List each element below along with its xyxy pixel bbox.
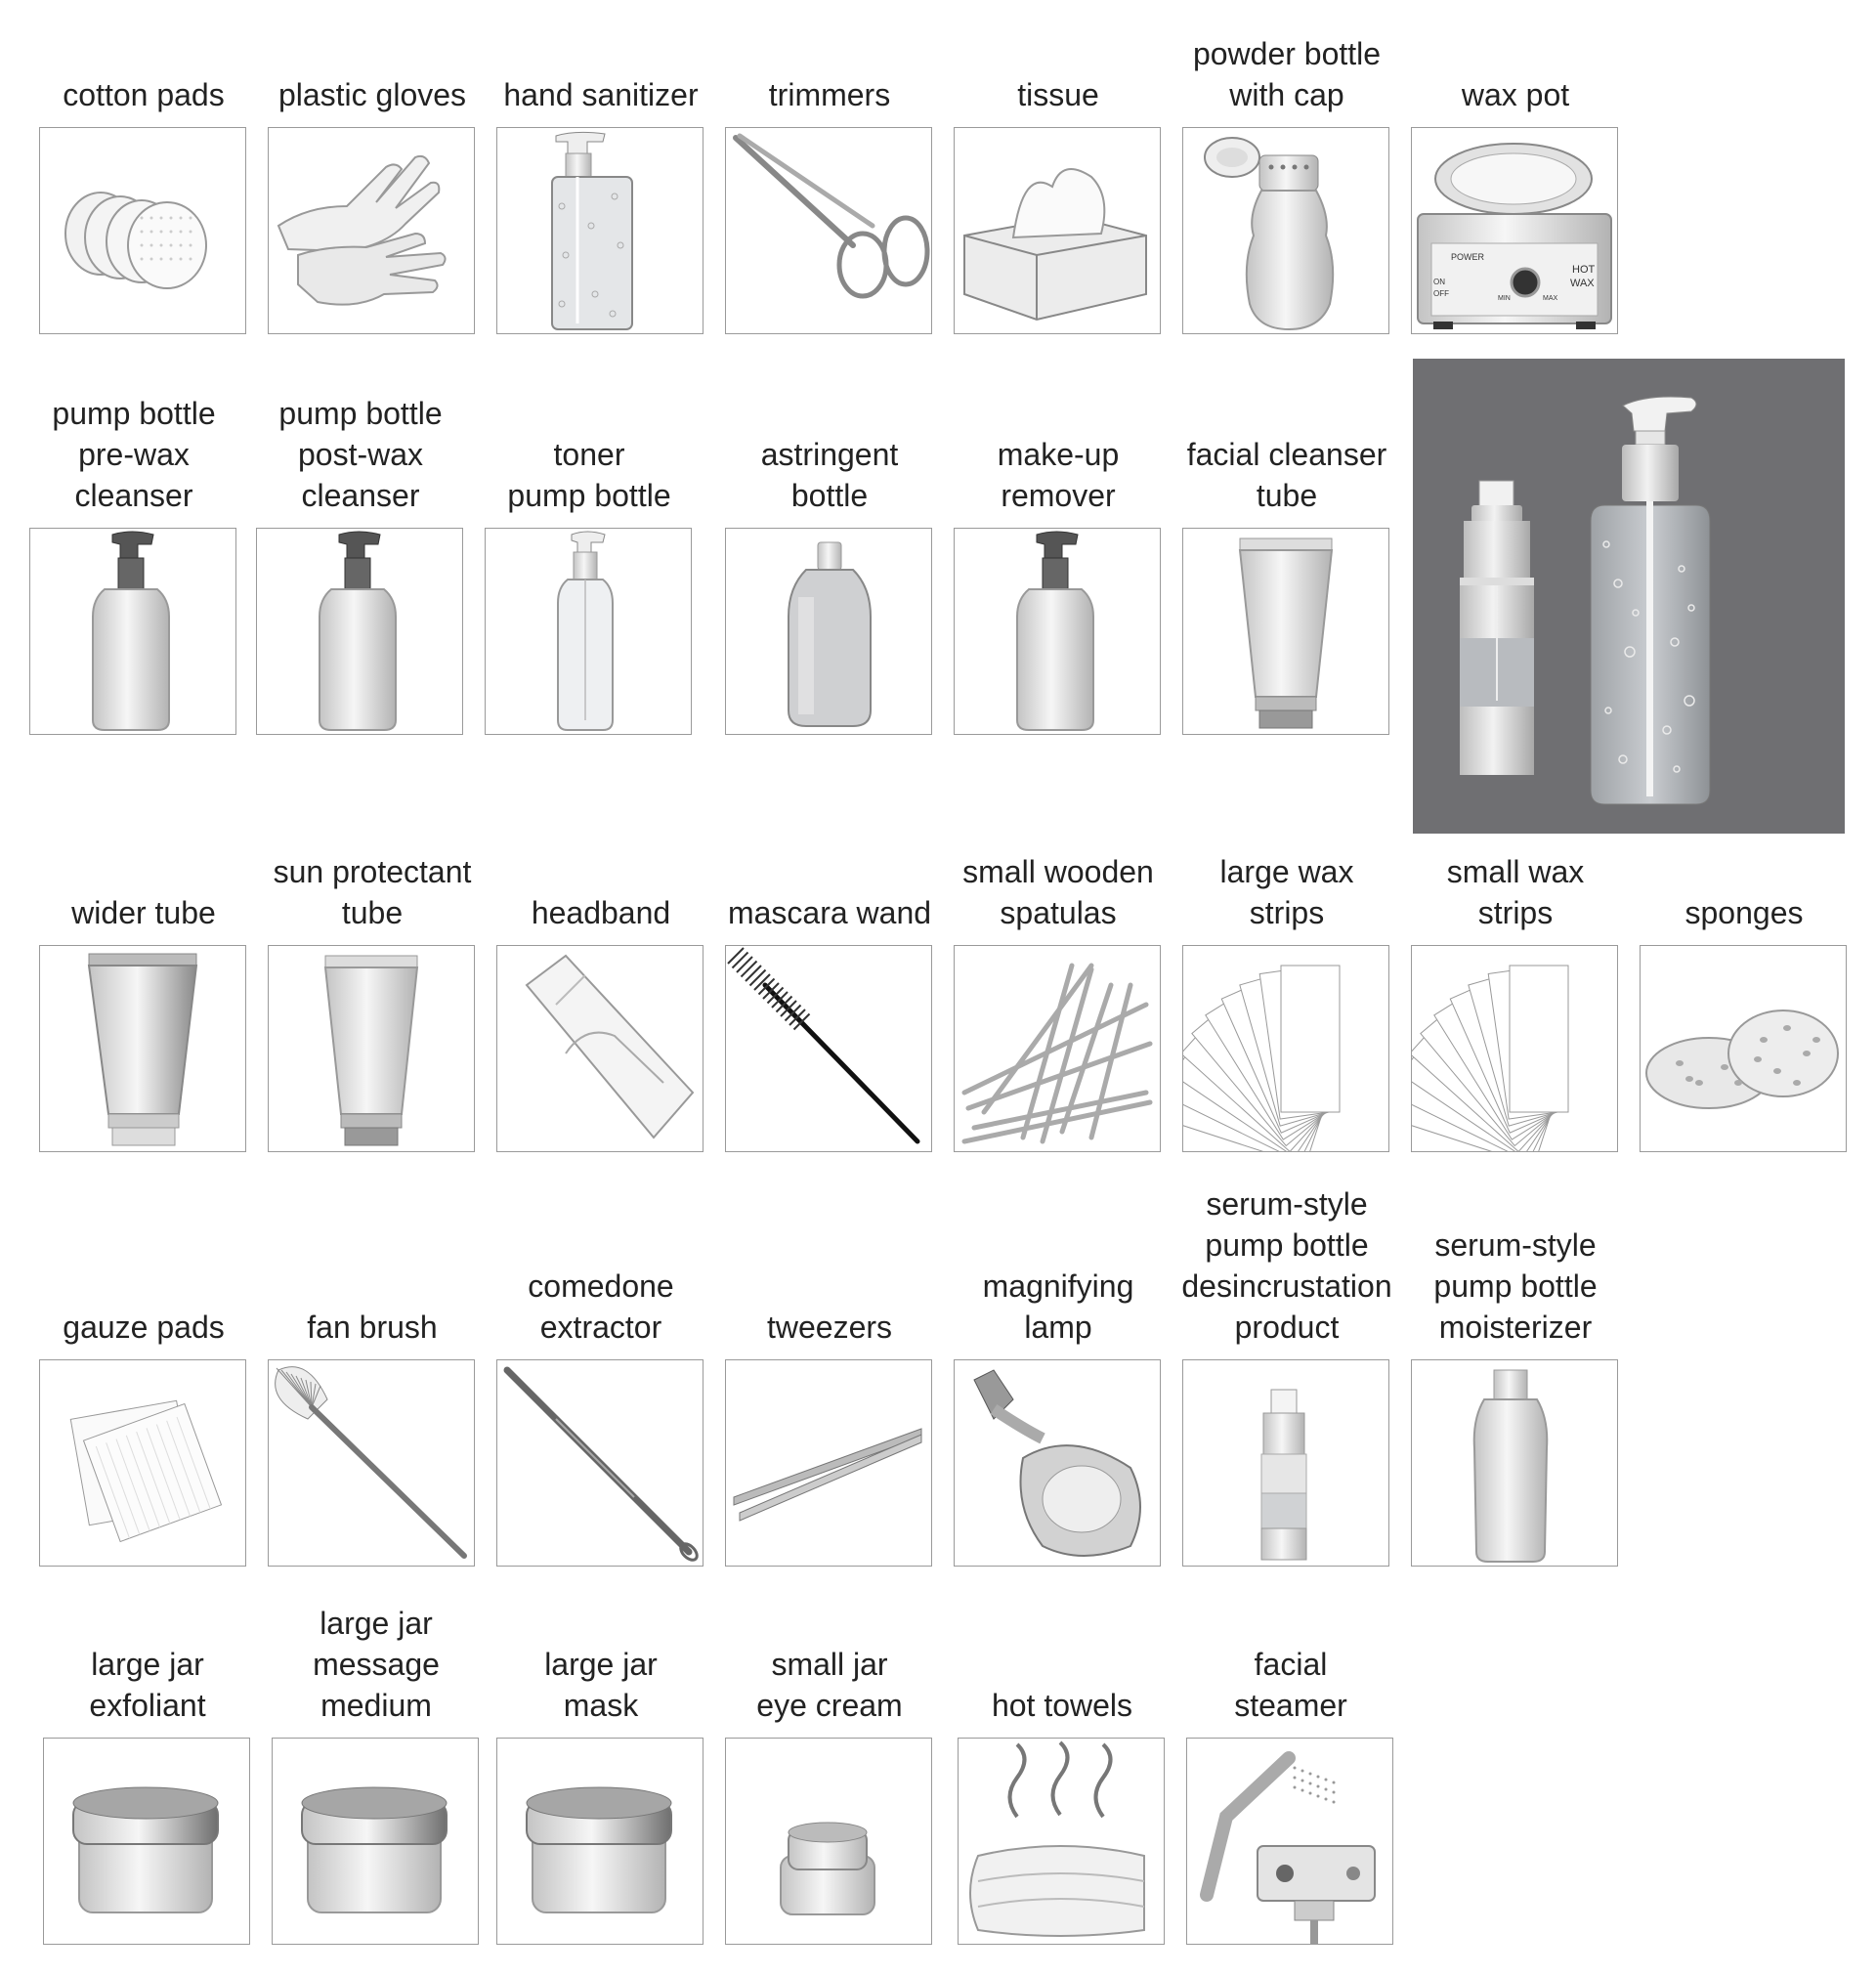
item-image-frame bbox=[29, 528, 236, 735]
jar-icon bbox=[44, 1739, 249, 1944]
item-toner bbox=[485, 332, 694, 735]
item-label bbox=[1163, 33, 1411, 115]
item-pump-postwax bbox=[256, 332, 465, 735]
item-label-line: remover bbox=[1001, 478, 1116, 513]
pump-bottle-icon bbox=[257, 529, 462, 734]
wax-text: WAX bbox=[1570, 278, 1595, 289]
item-label bbox=[705, 892, 954, 933]
item-magnifying-lamp bbox=[954, 1164, 1163, 1567]
spatulas-icon bbox=[955, 946, 1160, 1151]
item-headband bbox=[496, 750, 705, 1152]
item-label-line: mask bbox=[563, 1688, 639, 1723]
item-image-frame bbox=[39, 1359, 246, 1567]
fan-brush-icon bbox=[269, 1360, 474, 1566]
item-image-frame bbox=[496, 945, 704, 1152]
wax-strips-icon bbox=[1183, 946, 1388, 1151]
astringent-bottle-icon bbox=[726, 529, 931, 734]
item-label-line: serum-style bbox=[1206, 1186, 1368, 1222]
scissors-icon bbox=[726, 128, 931, 333]
item-label bbox=[934, 1266, 1182, 1348]
item-image-frame bbox=[725, 127, 932, 334]
item-label bbox=[1391, 1224, 1640, 1348]
item-image-frame bbox=[1411, 1359, 1618, 1567]
item-label-line: gauze pads bbox=[63, 1310, 225, 1345]
item-image-frame bbox=[485, 528, 692, 735]
item-image-frame bbox=[1182, 1359, 1389, 1567]
sanitizer-pump-icon bbox=[497, 128, 703, 333]
item-sun-protectant bbox=[268, 750, 477, 1152]
item-label-line: eye cream bbox=[756, 1688, 903, 1723]
item-plastic-gloves bbox=[268, 0, 477, 334]
item-image-frame bbox=[496, 127, 704, 334]
item-label-line: pump bottle bbox=[1433, 1268, 1598, 1304]
item-image-frame bbox=[725, 945, 932, 1152]
item-label-line: hot towels bbox=[991, 1688, 1133, 1723]
item-image-frame bbox=[954, 528, 1161, 735]
hot-text: HOT bbox=[1572, 264, 1596, 276]
item-label-line: comedone bbox=[528, 1268, 674, 1304]
item-image-frame bbox=[958, 1738, 1165, 1945]
wax-strips-icon bbox=[1412, 946, 1617, 1151]
item-cotton-pads bbox=[39, 0, 248, 334]
item-label-line: toner bbox=[553, 437, 625, 472]
item-serum-desincrustation bbox=[1182, 1164, 1391, 1567]
item-label-line: powder bottle bbox=[1192, 36, 1382, 71]
item-label bbox=[248, 851, 496, 933]
item-fan-brush bbox=[268, 1164, 477, 1567]
item-label bbox=[705, 434, 954, 516]
toner-bottle-icon bbox=[486, 529, 691, 734]
item-label-line: trimmers bbox=[768, 77, 891, 112]
off-text: OFF bbox=[1433, 289, 1449, 298]
item-label-line: plastic gloves bbox=[277, 77, 467, 112]
item-image-frame bbox=[954, 945, 1161, 1152]
hot-towels-icon bbox=[959, 1739, 1164, 1944]
item-label-line: facial cleanser bbox=[1186, 437, 1387, 472]
item-label bbox=[477, 1644, 725, 1726]
item-label bbox=[20, 892, 268, 933]
item-image-frame bbox=[1411, 127, 1618, 334]
wax-pot-icon bbox=[1412, 128, 1617, 333]
item-jar-mask bbox=[496, 1542, 705, 1945]
tube-icon bbox=[269, 946, 474, 1151]
item-image-frame bbox=[1640, 945, 1847, 1152]
pump-bottle-icon bbox=[30, 529, 235, 734]
item-label-line: message bbox=[313, 1647, 440, 1682]
item-label bbox=[1163, 851, 1411, 933]
cotton-pads-icon bbox=[40, 128, 245, 333]
item-label-line: tube bbox=[341, 895, 404, 930]
item-mascara-wand bbox=[725, 750, 934, 1152]
item-image-frame bbox=[268, 1359, 475, 1567]
item-label-line: with cap bbox=[1229, 77, 1344, 112]
item-label-line: pump bottle bbox=[278, 396, 443, 431]
pump-bottle-icon bbox=[955, 529, 1160, 734]
item-label-line: large jar bbox=[320, 1606, 433, 1641]
item-label bbox=[1391, 851, 1640, 933]
item-label bbox=[934, 851, 1182, 933]
headband-icon bbox=[497, 946, 703, 1151]
item-label-line: make-up bbox=[997, 437, 1120, 472]
item-label-line: fan brush bbox=[307, 1310, 438, 1345]
item-label-line: pump bottle bbox=[52, 396, 216, 431]
item-label-line: mascara wand bbox=[727, 895, 932, 930]
item-jar-exfoliant bbox=[43, 1542, 252, 1945]
item-label-line: wider tube bbox=[71, 895, 216, 930]
item-jar-message bbox=[272, 1542, 481, 1945]
item-image-frame bbox=[725, 1359, 932, 1567]
item-label-line: cotton pads bbox=[63, 77, 225, 112]
on-text: ON bbox=[1433, 278, 1445, 286]
item-image-frame bbox=[496, 1738, 704, 1945]
item-wider-tube bbox=[39, 750, 248, 1152]
item-label bbox=[477, 1266, 725, 1348]
item-label-line: pre-wax bbox=[78, 437, 190, 472]
item-wax-pot bbox=[1411, 0, 1620, 334]
item-powder-bottle bbox=[1182, 0, 1391, 334]
gauze-icon bbox=[40, 1360, 245, 1566]
item-spatulas bbox=[954, 750, 1163, 1152]
item-label-line: bottle bbox=[790, 478, 869, 513]
item-label bbox=[20, 74, 268, 115]
item-label bbox=[1620, 892, 1868, 933]
item-label-line: magnifying bbox=[982, 1268, 1134, 1304]
item-comedone bbox=[496, 1164, 705, 1567]
item-label bbox=[1391, 74, 1640, 115]
item-label-line: strips bbox=[1477, 895, 1554, 930]
steamer-icon bbox=[1187, 1739, 1392, 1944]
item-label-line: lamp bbox=[1024, 1310, 1092, 1345]
item-pump-prewax bbox=[29, 332, 238, 735]
item-hand-sanitizer bbox=[496, 0, 705, 334]
item-label-line: product bbox=[1234, 1310, 1340, 1345]
item-image-frame bbox=[1411, 945, 1618, 1152]
item-label-line: strips bbox=[1249, 895, 1325, 930]
extractor-icon bbox=[497, 1360, 703, 1566]
item-image-frame bbox=[725, 528, 932, 735]
item-label-line: serum-style bbox=[1434, 1227, 1597, 1263]
serum-and-sanitizer-bottles-icon bbox=[1413, 359, 1845, 834]
item-label-line: large wax bbox=[1219, 854, 1354, 889]
item-label bbox=[20, 1307, 268, 1348]
item-label-line: sun protectant bbox=[273, 854, 472, 889]
item-label-line: large jar bbox=[91, 1647, 204, 1682]
item-label-line: hand sanitizer bbox=[503, 77, 699, 112]
item-label bbox=[934, 434, 1182, 516]
item-label bbox=[477, 892, 725, 933]
powder-bottle-icon bbox=[1183, 128, 1388, 333]
item-label bbox=[236, 393, 485, 516]
max-text: MAX bbox=[1543, 295, 1558, 302]
item-image-frame bbox=[725, 1738, 932, 1945]
tweezers-icon bbox=[726, 1360, 931, 1566]
item-label-line: tube bbox=[1256, 478, 1318, 513]
item-label-line: steamer bbox=[1234, 1688, 1347, 1723]
item-label bbox=[705, 74, 954, 115]
item-label bbox=[477, 74, 725, 115]
item-facial-cleanser bbox=[1182, 332, 1391, 735]
gloves-icon bbox=[269, 128, 474, 333]
item-image-frame bbox=[39, 127, 246, 334]
item-label-line: desincrustation bbox=[1181, 1268, 1392, 1304]
item-label bbox=[938, 1685, 1186, 1726]
min-text: MIN bbox=[1498, 295, 1511, 302]
item-jar-eye-cream bbox=[725, 1542, 934, 1945]
jar-icon bbox=[273, 1739, 478, 1944]
item-label-line: small wax bbox=[1446, 854, 1585, 889]
item-label bbox=[705, 1644, 954, 1726]
item-label-line: medium bbox=[320, 1688, 432, 1723]
item-label-line: spatulas bbox=[1000, 895, 1117, 930]
item-label bbox=[1163, 434, 1411, 516]
item-label-line: exfoliant bbox=[89, 1688, 206, 1723]
item-label-line: pump bottle bbox=[507, 478, 671, 513]
item-label bbox=[252, 1603, 500, 1726]
item-label-line: post-wax bbox=[297, 437, 424, 472]
feature-image-bottles bbox=[1413, 359, 1845, 834]
item-label bbox=[465, 434, 713, 516]
item-label bbox=[248, 74, 496, 115]
item-label-line: extractor bbox=[539, 1310, 662, 1345]
item-image-frame bbox=[39, 945, 246, 1152]
item-label-line: astringent bbox=[760, 437, 899, 472]
tube-icon bbox=[1183, 529, 1388, 734]
jar-icon bbox=[497, 1739, 703, 1944]
item-label-line: cleanser bbox=[74, 478, 193, 513]
item-label bbox=[248, 1307, 496, 1348]
item-label-line: sponges bbox=[1684, 895, 1804, 930]
item-label-line: moisterizer bbox=[1438, 1310, 1593, 1345]
tissue-box-icon bbox=[955, 128, 1160, 333]
item-image-frame bbox=[43, 1738, 250, 1945]
item-hot-towels bbox=[958, 1542, 1167, 1945]
item-label bbox=[23, 1644, 272, 1726]
item-astringent bbox=[725, 332, 934, 735]
power-text: POWER bbox=[1451, 252, 1485, 262]
item-serum-moisterizer bbox=[1411, 1164, 1620, 1567]
item-label-line: cleanser bbox=[301, 478, 420, 513]
item-label bbox=[705, 1307, 954, 1348]
small-jar-icon bbox=[726, 1739, 931, 1944]
item-trimmers bbox=[725, 0, 934, 334]
item-label-line: tissue bbox=[1017, 77, 1099, 112]
item-image-frame bbox=[1182, 528, 1389, 735]
mascara-wand-icon bbox=[726, 946, 931, 1151]
item-label-line: small jar bbox=[771, 1647, 888, 1682]
item-image-frame bbox=[496, 1359, 704, 1567]
item-tissue bbox=[954, 0, 1163, 334]
item-gauze-pads bbox=[39, 1164, 248, 1567]
item-image-frame bbox=[268, 945, 475, 1152]
item-image-frame bbox=[268, 127, 475, 334]
item-label-line: headband bbox=[531, 895, 671, 930]
item-image-frame bbox=[954, 127, 1161, 334]
item-label-line: tweezers bbox=[766, 1310, 893, 1345]
item-image-frame bbox=[256, 528, 463, 735]
item-image-frame bbox=[272, 1738, 479, 1945]
item-tweezers bbox=[725, 1164, 934, 1567]
item-label bbox=[1163, 1183, 1411, 1348]
item-label bbox=[1167, 1644, 1415, 1726]
item-image-frame bbox=[1182, 945, 1389, 1152]
item-facial-steamer bbox=[1186, 1542, 1395, 1945]
magnifying-lamp-icon bbox=[955, 1360, 1160, 1566]
lotion-bottle-icon bbox=[1412, 1360, 1617, 1566]
item-image-frame bbox=[1182, 127, 1389, 334]
sponges-icon bbox=[1641, 946, 1846, 1151]
item-image-frame bbox=[1186, 1738, 1393, 1945]
item-makeup-remover bbox=[954, 332, 1163, 735]
item-label-line: large jar bbox=[544, 1647, 658, 1682]
item-label-line: small wooden bbox=[962, 854, 1154, 889]
item-image-frame bbox=[954, 1359, 1161, 1567]
item-label bbox=[10, 393, 258, 516]
item-large-wax-strips bbox=[1182, 750, 1391, 1152]
item-label-line: pump bottle bbox=[1205, 1227, 1369, 1263]
serum-bottle-icon bbox=[1183, 1360, 1388, 1566]
item-label-line: wax pot bbox=[1461, 77, 1570, 112]
wide-tube-icon bbox=[40, 946, 245, 1151]
item-label-line: facial bbox=[1254, 1647, 1328, 1682]
item-label bbox=[934, 74, 1182, 115]
